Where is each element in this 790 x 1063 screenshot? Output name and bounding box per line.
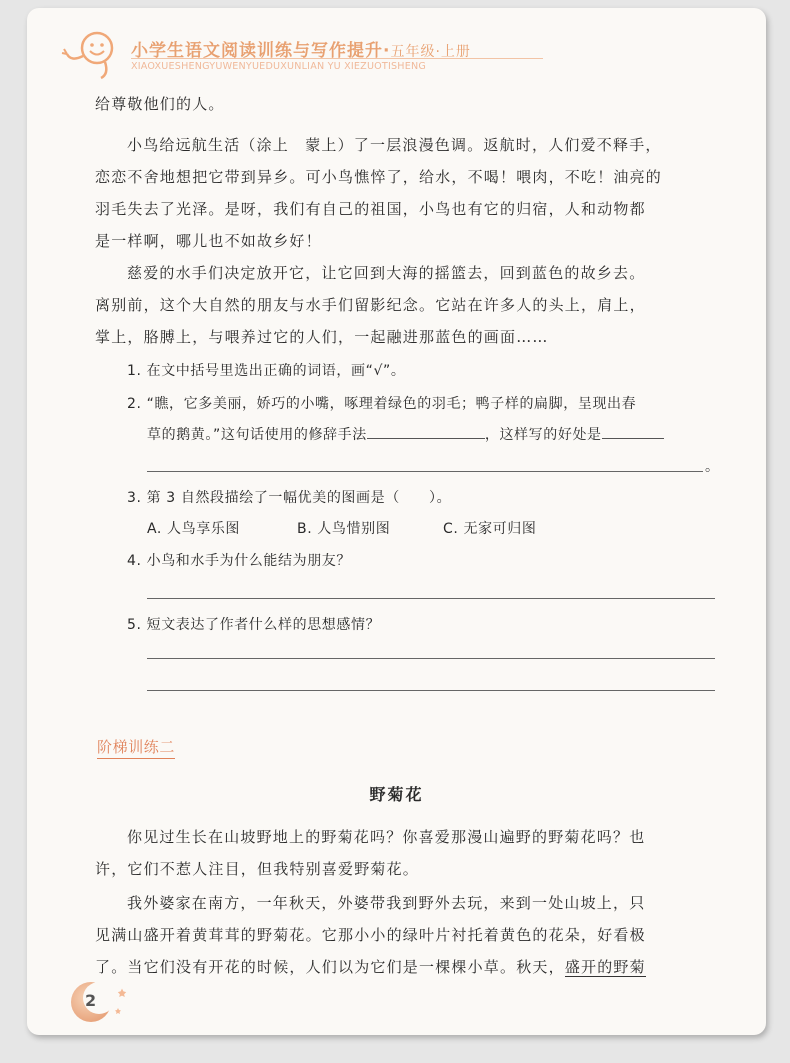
article-line: 我外婆家在南方，一年秋天，外婆带我到野外去玩，来到一处山坡上，只	[127, 894, 646, 912]
article-line: 你见过生长在山坡野地上的野菊花吗？你喜爱那漫山遍野的野菊花吗？也	[127, 828, 646, 846]
question-1: 1. 在文中括号里选出正确的词语，画“√”。	[127, 363, 406, 379]
article-line: 许，它们不惹人注目，但我特别喜爱野菊花。	[95, 860, 420, 878]
period: 。	[705, 459, 720, 475]
answer-line[interactable]	[147, 471, 703, 472]
page-number: 2	[85, 991, 97, 1010]
grade-label: 五年级·上册	[390, 44, 471, 60]
option-c[interactable]: C. 无家可归图	[443, 521, 537, 537]
passage-line: 给尊敬他们的人。	[95, 95, 225, 113]
article-line: 了。当它们没有开花的时候，人们以为它们是一棵棵小草。秋天，盛开的野菊	[95, 958, 646, 976]
passage-line: 羽毛失去了光泽。是呀，我们有自己的祖国，小鸟也有它的归宿，人和动物都	[95, 200, 646, 218]
underlined-phrase: 盛开的野菊	[564, 958, 646, 976]
passage-line: 恋恋不舍地想把它带到异乡。可小鸟憔悴了，给水，不喝！喂肉，不吃！油亮的	[95, 168, 663, 186]
header-rule	[131, 58, 543, 59]
answer-line[interactable]	[147, 690, 715, 691]
article-line: 见满山盛开着黄茸茸的野菊花。它那小小的绿叶片衬托着黄色的花朵，好看极	[95, 926, 646, 944]
passage-line: 小鸟给远航生活（涂上 蒙上）了一层浪漫色调。返航时，人们爱不释手，	[127, 136, 662, 154]
smiley-mascot-icon	[61, 26, 125, 82]
passage-line: 掌上，胳膊上，与喂养过它的人们，一起融进那蓝色的画面……	[95, 328, 549, 346]
passage-line: 离别前，这个大自然的朋友与水手们留影纪念。它站在许多人的头上，肩上，	[95, 296, 646, 314]
page-header	[61, 26, 561, 96]
book-page	[27, 8, 766, 1035]
answer-line[interactable]	[147, 658, 715, 659]
section-tag: 阶梯训练二	[97, 736, 175, 759]
moon-ornament-icon	[59, 976, 149, 1026]
benefit-blank[interactable]	[602, 438, 664, 439]
rhetoric-blank[interactable]	[367, 438, 485, 439]
passage-line: 是一样啊，哪儿也不如故乡好！	[95, 232, 322, 250]
option-b[interactable]: B. 人鸟惜别图	[297, 521, 391, 537]
question-3: 3. 第 3 自然段描绘了一幅优美的图画是（ ）。	[127, 490, 452, 506]
passage-line: 慈爱的水手们决定放开它，让它回到大海的摇篮去，回到蓝色的故乡去。	[127, 264, 646, 282]
answer-line[interactable]	[147, 598, 715, 599]
question-2-line2: 草的鹅黄。”这句话使用的修辞手法 ，这样写的好处是	[147, 424, 664, 444]
series-pinyin: XIAOXUESHENGYUWENYUEDUXUNLIAN YU XIEZUOTISHENG	[131, 61, 426, 72]
article-title: 野菊花	[369, 785, 424, 804]
question-2: 2. “瞧，它多美丽，娇巧的小嘴，啄理着绿色的羽毛；鸭子样的扁脚，呈现出春	[127, 396, 637, 412]
option-a[interactable]: A. 人鸟享乐图	[147, 521, 241, 537]
series-title: 小学生语文阅读训练与写作提升·五年级·上册	[131, 41, 471, 61]
question-5: 5. 短文表达了作者什么样的思想感情？	[127, 617, 381, 633]
question-4: 4. 小鸟和水手为什么能结为朋友？	[127, 553, 352, 569]
